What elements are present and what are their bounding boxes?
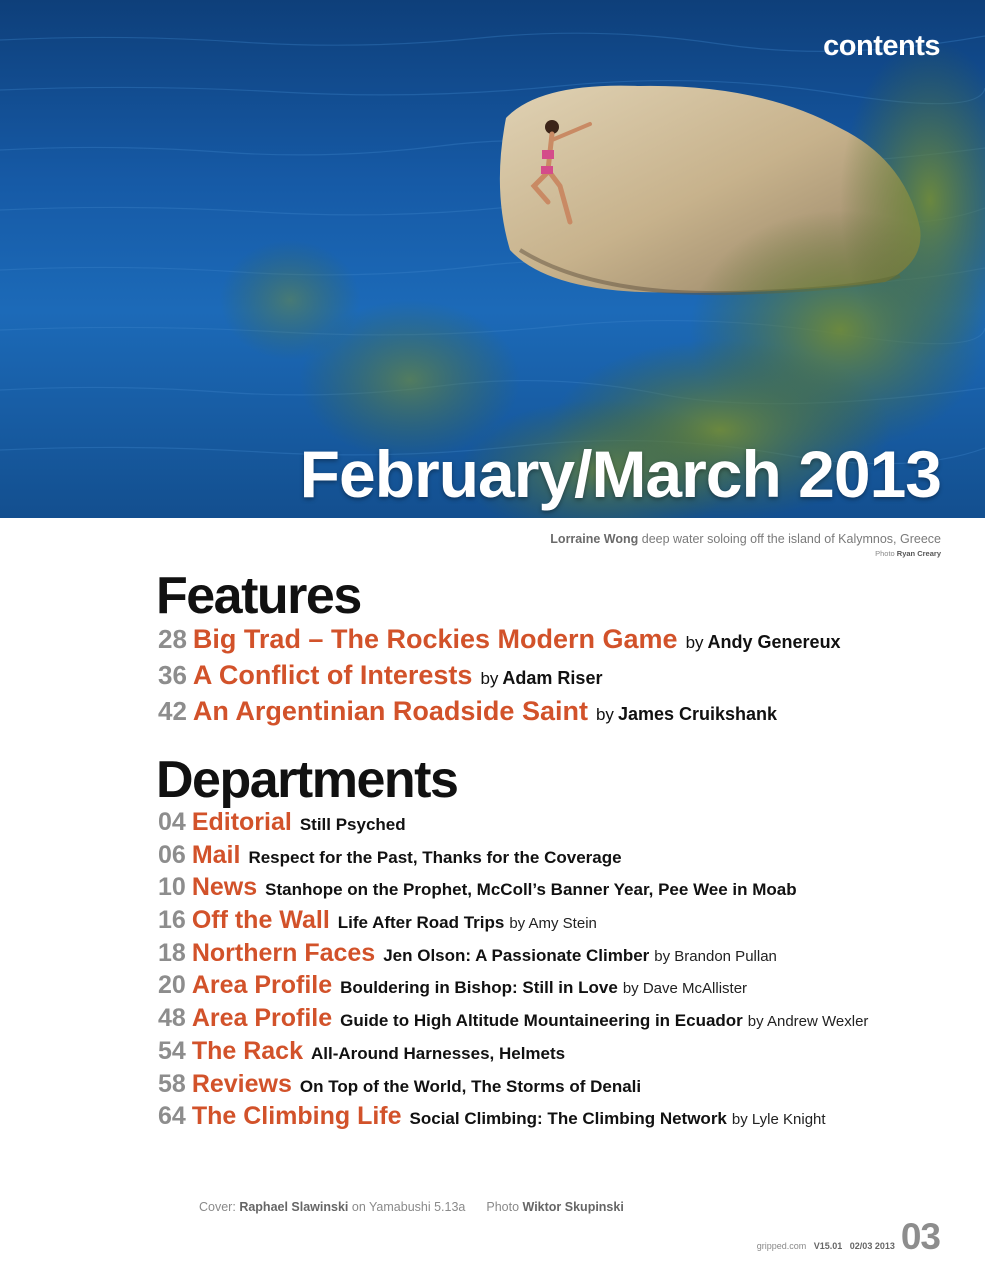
cover-climber: Raphael Slawinski [239, 1200, 349, 1214]
department-item[interactable] [158, 1037, 868, 1070]
folio-site: gripped.com [756, 1241, 807, 1251]
page-folio [757, 1216, 940, 1258]
feature-page-number: 28 [158, 624, 187, 654]
department-description: Bouldering in Bishop: Still in Love [340, 978, 618, 998]
feature-title[interactable]: A Conflict of Interests [192, 660, 473, 690]
feature-item[interactable] [158, 624, 841, 660]
department-byline: by Andrew Wexler [747, 1013, 869, 1031]
department-item[interactable] [158, 1070, 868, 1103]
features-list [158, 624, 841, 732]
feature-page-number: 36 [158, 660, 187, 690]
department-page-number: 58 [158, 1069, 186, 1098]
department-item[interactable] [158, 939, 868, 972]
cover-credit [199, 1200, 624, 1214]
department-item[interactable] [158, 1004, 868, 1037]
departments-heading: Departments [156, 751, 458, 809]
department-page-number: 10 [158, 873, 186, 902]
department-description: Life After Road Trips [337, 913, 505, 933]
features-heading: Features [156, 567, 361, 625]
feature-by: by [480, 669, 499, 688]
feature-by: by [685, 633, 704, 652]
department-byline: by Brandon Pullan [654, 947, 777, 965]
department-page-number: 04 [158, 808, 186, 836]
cover-photo-label: Photo [486, 1200, 520, 1214]
department-title[interactable]: News [191, 873, 258, 902]
cover-photographer: Wiktor Skupinski [522, 1200, 624, 1214]
contents-label: contents [823, 30, 940, 62]
department-description: Stanhope on the Prophet, McColl’s Banner Year, Pee Wee in Moab [265, 880, 797, 900]
feature-author: Andy Genereux [707, 632, 841, 652]
department-title[interactable]: The Climbing Life [191, 1102, 402, 1131]
feature-page-number: 42 [158, 696, 187, 726]
feature-title[interactable]: An Argentinian Roadside Saint [192, 696, 588, 726]
department-description: On Top of the World, The Storms of Denali [299, 1076, 642, 1096]
department-title[interactable]: Reviews [191, 1069, 292, 1098]
department-description: Social Climbing: The Climbing Network [409, 1109, 727, 1129]
department-item[interactable] [158, 808, 868, 841]
department-title[interactable]: Area Profile [191, 1004, 333, 1033]
department-page-number: 06 [158, 840, 186, 869]
department-byline: by Lyle Knight [731, 1111, 826, 1129]
caption-photographer: Ryan Creary [896, 549, 941, 558]
feature-author: Adam Riser [502, 668, 603, 688]
hero-caption [550, 532, 941, 546]
department-title[interactable]: Area Profile [191, 971, 333, 1000]
folio-volume: V15.01 [813, 1241, 843, 1251]
department-description: Guide to High Altitude Mountaineering in Ecuador [340, 1011, 743, 1031]
cover-label: Cover: [199, 1200, 236, 1214]
department-description: Still Psyched [299, 815, 406, 834]
feature-item[interactable] [158, 660, 841, 696]
feature-by: by [595, 705, 614, 724]
department-byline: by Amy Stein [509, 915, 597, 933]
caption-photo-label: Photo [875, 549, 895, 558]
feature-item[interactable] [158, 696, 841, 732]
department-description: Respect for the Past, Thanks for the Coverage [248, 847, 622, 867]
department-item[interactable] [158, 906, 868, 939]
department-item[interactable] [158, 971, 868, 1004]
department-description: Jen Olson: A Passionate Climber [383, 945, 650, 965]
caption-subject: Lorraine Wong [550, 532, 639, 546]
issue-title: February/March 2013 [299, 437, 941, 511]
department-title[interactable]: Off the Wall [191, 906, 330, 935]
department-description: All-Around Harnesses, Helmets [310, 1043, 566, 1063]
department-title[interactable]: Mail [191, 840, 241, 869]
folio-info [757, 1241, 895, 1251]
hero-photo [0, 0, 985, 518]
folio-date: 02/03 2013 [849, 1241, 895, 1251]
department-item[interactable] [158, 841, 868, 874]
department-item[interactable] [158, 873, 868, 906]
department-item[interactable] [158, 1102, 868, 1135]
department-byline: by Dave McAllister [622, 980, 748, 998]
cover-route: on Yamabushi 5.13a [351, 1200, 466, 1214]
hero-photo-credit [875, 549, 941, 558]
departments-list [158, 808, 868, 1135]
department-title[interactable]: The Rack [191, 1036, 303, 1065]
feature-author: James Cruikshank [617, 704, 778, 724]
page-number: 03 [900, 1216, 940, 1257]
department-page-number: 54 [158, 1036, 186, 1065]
department-page-number: 16 [158, 906, 186, 935]
department-page-number: 64 [158, 1102, 186, 1131]
caption-text: deep water soloing off the island of Kalymnos, Greece [641, 532, 941, 546]
department-page-number: 48 [158, 1004, 186, 1033]
department-page-number: 20 [158, 971, 186, 1000]
department-page-number: 18 [158, 938, 186, 967]
department-title[interactable]: Editorial [191, 808, 292, 836]
feature-title[interactable]: Big Trad – The Rockies Modern Game [192, 624, 678, 654]
department-title[interactable]: Northern Faces [191, 938, 376, 967]
